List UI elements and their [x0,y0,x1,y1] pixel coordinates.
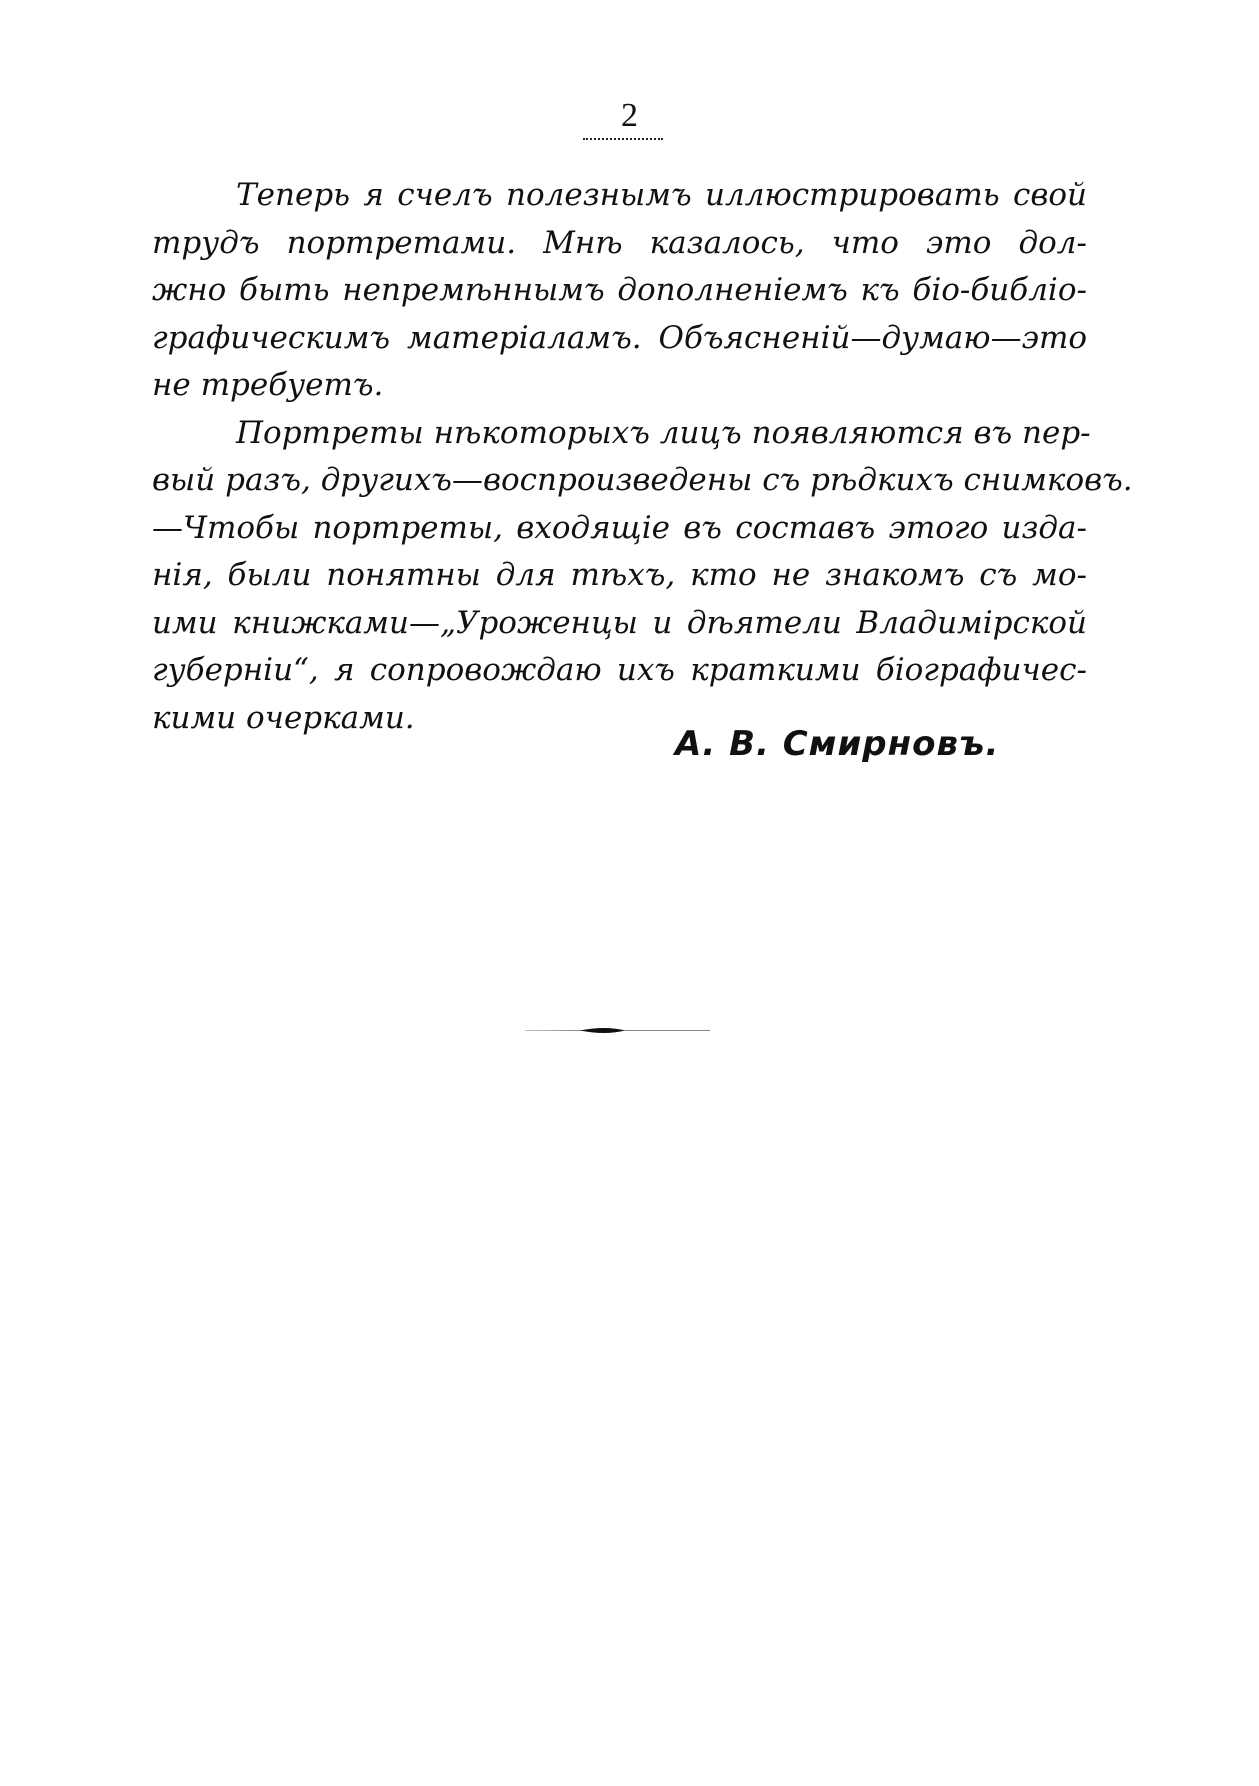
paragraph-1-line-5: не требуетъ. [152,367,384,403]
paragraph-1-line-4: графическимъ матеріаламъ. Объясненій—думаю—это [152,319,1087,356]
paragraph-2-line-1: Портреты нѣкоторыхъ лицъ появляются въ пер- [236,414,1091,451]
paragraph-2-line-6: губерніи“, я сопровождаю ихъ краткими біографичес- [152,652,1087,688]
paragraph-2-line-7: кими очерками. [152,699,415,736]
paragraph-1-line-1: Теперь я счелъ полезнымъ иллюстрировать свой [236,177,1087,213]
paragraph-1-line-2: трудъ портретами. Мнѣ казалось, что это дол- [152,224,1087,261]
page-number: 2 [621,97,638,134]
body-text [152,172,1133,742]
paragraph-2-line-4: нія, были понятны для тѣхъ, кто не знакомъ съ мо- [152,557,1087,593]
paragraph-2-line-2: вый разъ, другихъ—воспроизведены съ рѣдкихъ снимковъ. [152,462,1133,498]
paragraph-2-line-3: —Чтобы портреты, входящіе въ составъ этого изда- [152,509,1087,546]
paragraph-1-line-3: жно быть непремѣннымъ дополненіемъ къ біо-библіо- [152,272,1087,308]
page-number-dotted-rule [583,138,663,140]
ornament-body [580,1028,625,1033]
paragraph-2-line-5: ими книжками—„Уроженцы и дѣятели Владимірской [152,604,1087,641]
tailpiece-ornament-icon [525,1024,710,1038]
ornament-line-right [620,1030,710,1031]
author-signature: А. В. Смирновъ. [675,724,1000,764]
